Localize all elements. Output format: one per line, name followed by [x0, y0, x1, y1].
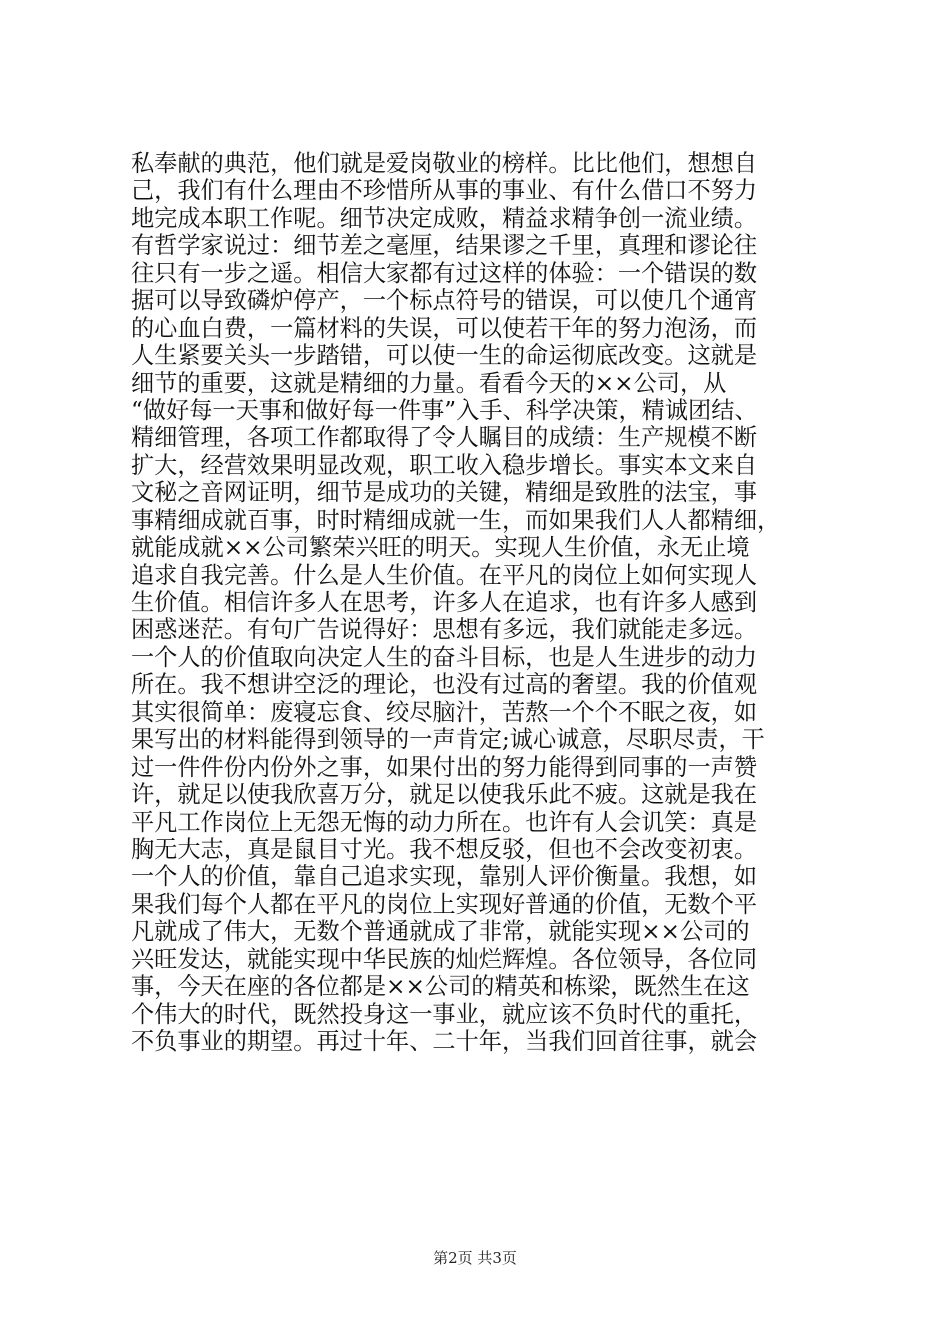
text-line: 的心血白费，一篇材料的失误，可以使若干年的努力泡汤，而 [131, 314, 758, 342]
text-line: 一个人的价值取向决定人生的奋斗目标，也是人生进步的动力 [131, 643, 758, 671]
text-line: 私奉献的典范，他们就是爱岗敬业的榜样。比比他们，想想自 [131, 150, 758, 177]
body-text [131, 150, 831, 1055]
text-line: 兴旺发达，就能实现中华民族的灿烂辉煌。各位领导，各位同 [131, 945, 758, 973]
page-number-footer: 第2页 共3页 [433, 1249, 517, 1267]
text-line: 地完成本职工作呢。细节决定成败，精益求精争创一流业绩。 [131, 204, 758, 232]
text-line: 其实很简单：废寝忘食、绞尽脑汁，苦熬一个个不眠之夜，如 [131, 698, 758, 726]
text-line: 许，就足以使我欣喜万分，就足以使我乐此不疲。这就是我在 [131, 781, 758, 809]
text-line: 文秘之音网证明，细节是成功的关键，精细是致胜的法宝，事 [131, 479, 758, 507]
text-line: 追求自我完善。什么是人生价值。在平凡的岗位上如何实现人 [131, 561, 758, 589]
text-line: 扩大，经营效果明显改观，职工收入稳步增长。事实本文来自 [131, 451, 758, 479]
text-line: 困惑迷茫。有句广告说得好：思想有多远，我们就能走多远。 [131, 616, 758, 644]
text-line: 个伟大的时代，既然投身这一事业，就应该不负时代的重托， [131, 1000, 758, 1028]
text-line: 事，今天在座的各位都是××公司的精英和栋梁，既然生在这 [131, 973, 750, 1001]
text-line: 就能成就××公司繁荣兴旺的明天。实现人生价值，永无止境 [131, 534, 750, 562]
text-line: 一个人的价值，靠自己追求实现，靠别人评价衡量。我想，如 [131, 863, 758, 891]
text-line: 所在。我不想讲空泛的理论，也没有过高的奢望。我的价值观 [131, 671, 758, 699]
text-line: 据可以导致磷炉停产，一个标点符号的错误，可以使几个通宵 [131, 287, 758, 315]
text-line: 生价值。相信许多人在思考，许多人在追求，也有许多人感到 [131, 589, 758, 616]
text-line: 己，我们有什么理由不珍惜所从事的事业、有什么借口不努力 [131, 177, 758, 205]
text-line: 事精细成就百事，时时精细成就一生，而如果我们人人都精细， [131, 506, 781, 534]
text-line: “做好每一天事和做好每一件事”入手、科学决策，精诚团结、 [131, 396, 758, 424]
text-line: 人生紧要关头一步踏错，可以使一生的命运彻底改变。这就是 [131, 342, 758, 370]
text-line: 果我们每个人都在平凡的岗位上实现好普通的价值，无数个平 [131, 890, 758, 918]
text-line: 有哲学家说过：细节差之毫厘，结果谬之千里，真理和谬论往 [131, 232, 758, 260]
text-line: 平凡工作岗位上无怨无悔的动力所在。也许有人会讥笑：真是 [131, 808, 758, 836]
text-line: 果写出的材料能得到领导的一声肯定;诚心诚意，尽职尽责，干 [131, 726, 765, 754]
text-line: 过一件件份内份外之事，如果付出的努力能得到同事的一声赞 [131, 753, 758, 781]
text-line: 不负事业的期望。再过十年、二十年，当我们回首往事，就会 [131, 1028, 758, 1055]
text-line: 往只有一步之遥。相信大家都有过这样的体验：一个错误的数 [131, 259, 758, 287]
text-line: 胸无大志，真是鼠目寸光。我不想反驳，但也不会改变初衷。 [131, 835, 758, 863]
text-line: 凡就成了伟大，无数个普通就成了非常，就能实现××公司的 [131, 918, 750, 946]
text-line: 细节的重要，这就是精细的力量。看看今天的××公司，从 [131, 369, 727, 397]
text-line: 精细管理，各项工作都取得了令人瞩目的成绩：生产规模不断 [131, 424, 758, 452]
